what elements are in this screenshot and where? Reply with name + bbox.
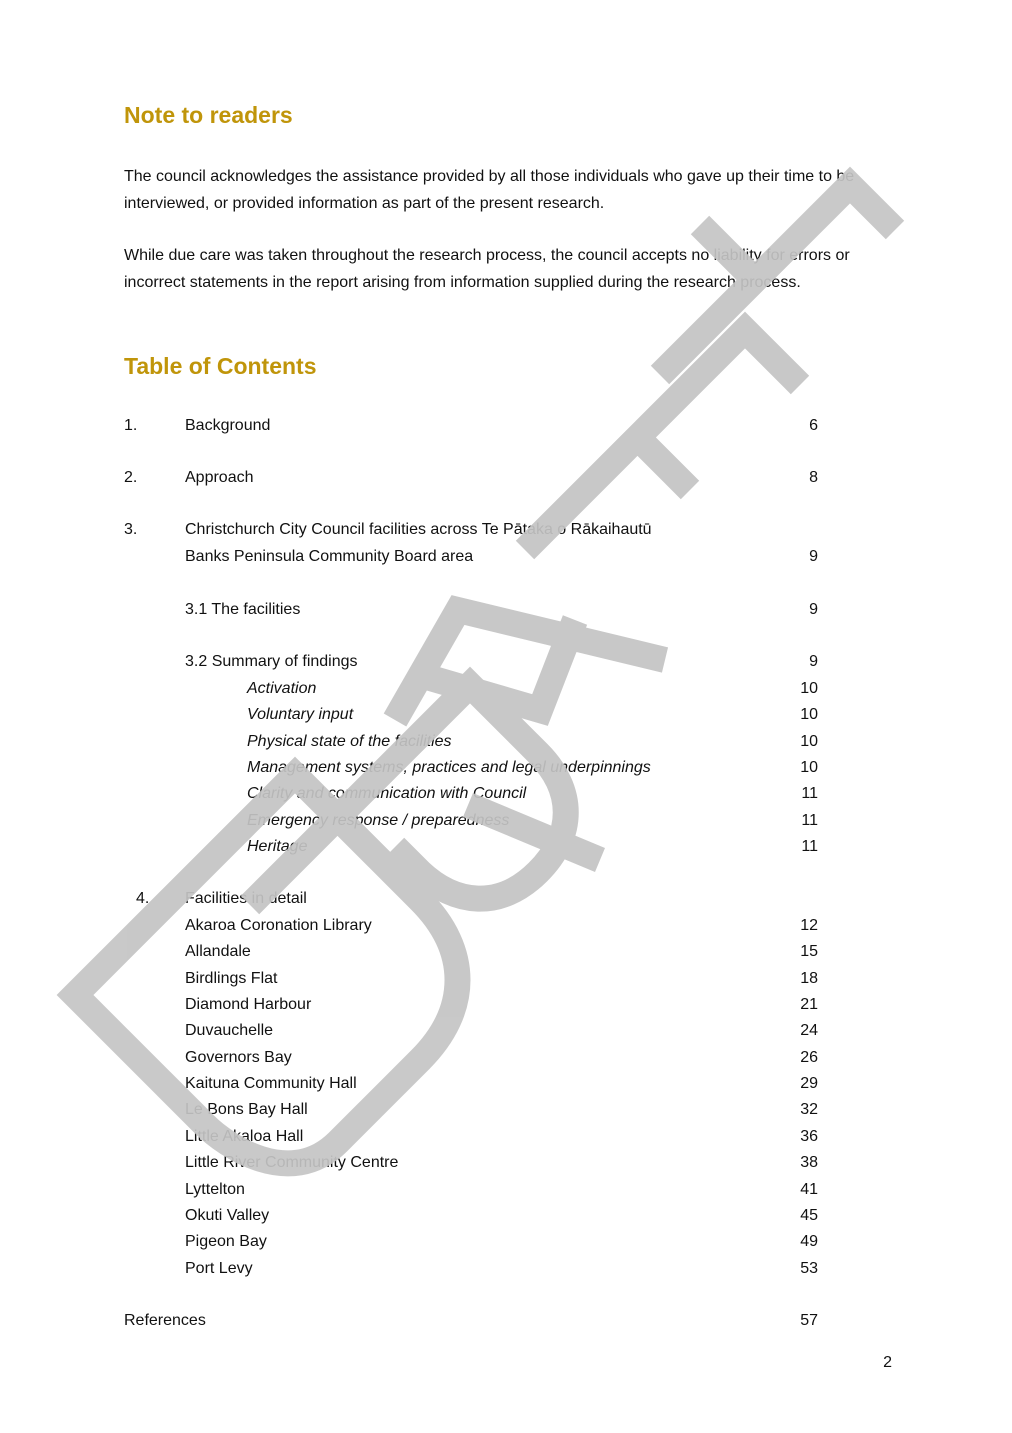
note-paragraph-2: While due care was taken throughout the research process, the council accepts no liability for errors or incorrect statements in the report arising from information supplied during the research process. <box>124 247 850 291</box>
toc-page: 11 <box>801 838 818 855</box>
toc-page: 26 <box>800 1049 818 1066</box>
toc-subentry: Activation <box>247 680 317 697</box>
toc-page: 9 <box>809 601 818 618</box>
toc-num-3: 3. <box>124 521 138 538</box>
toc-facility: Birdlings Flat <box>185 970 278 987</box>
toc-page: 6 <box>809 417 818 434</box>
toc-facility: Diamond Harbour <box>185 996 312 1013</box>
toc-page: 10 <box>800 759 818 776</box>
toc-page: 9 <box>809 653 818 670</box>
toc-subentry: Voluntary input <box>247 706 354 723</box>
toc-facility: Little River Community Centre <box>185 1154 399 1171</box>
toc-page: 24 <box>800 1022 818 1039</box>
toc-page: 10 <box>800 680 818 697</box>
toc-entry-facilities-in-detail: Facilities in detail <box>185 890 307 907</box>
toc-page: 49 <box>800 1233 818 1250</box>
toc-facility: Duvauchelle <box>185 1022 274 1039</box>
toc-facility: Lyttelton <box>185 1181 245 1198</box>
toc-facility: Little Akaloa Hall <box>185 1128 304 1145</box>
toc-entry-references: References <box>124 1312 206 1329</box>
toc-page: 32 <box>800 1101 818 1118</box>
toc-page: 15 <box>800 943 818 960</box>
note-heading: Note to readers <box>124 102 293 128</box>
note-paragraph-1: The council acknowledges the assistance provided by all those individuals who gave up their time to be interviewed, or provided information as part of the present research. <box>124 168 855 212</box>
toc-subentry: Emergency response / preparedness <box>247 812 510 829</box>
toc-page: 8 <box>809 469 818 486</box>
toc-page: 11 <box>801 785 818 802</box>
toc-page: 21 <box>800 996 818 1013</box>
toc-entry-background: Background <box>185 417 271 434</box>
page-number: 2 <box>883 1354 892 1371</box>
toc-entry-the-facilities: 3.1 The facilities <box>185 601 301 618</box>
toc-entry-council-facilities: Christchurch City Council facilities across Te Pātaka o Rākaihautū <box>185 521 652 538</box>
toc-page: 11 <box>801 812 818 829</box>
watermark-letter-a <box>395 610 665 720</box>
toc-facility: Governors Bay <box>185 1049 292 1066</box>
toc-entry-council-facilities-cont: Banks Peninsula Community Board area <box>185 548 474 565</box>
toc-facility: Le Bons Bay Hall <box>185 1101 308 1118</box>
toc-subentry: Clarity and communication with Council <box>247 785 527 802</box>
toc-facility: Port Levy <box>185 1260 253 1277</box>
toc-page: 45 <box>800 1207 818 1224</box>
toc-page: 41 <box>800 1181 818 1198</box>
toc-num-2: 2. <box>124 469 138 486</box>
toc-facility: Pigeon Bay <box>185 1233 267 1250</box>
toc-page: 18 <box>800 970 818 987</box>
toc-page: 29 <box>800 1075 818 1092</box>
toc-page: 38 <box>800 1154 818 1171</box>
toc-subentry: Management systems, practices and legal underpinnings <box>247 759 651 776</box>
toc-subentry: Heritage <box>247 838 308 855</box>
toc-facility: Allandale <box>185 943 251 960</box>
toc-page: 12 <box>800 917 818 934</box>
toc-page: 9 <box>809 548 818 565</box>
toc-entry-summary-of-findings: 3.2 Summary of findings <box>185 653 358 670</box>
toc-facility: Akaroa Coronation Library <box>185 917 372 934</box>
toc-page: 10 <box>800 706 818 723</box>
toc-subentry: Physical state of the facilities <box>247 733 452 750</box>
toc-num-4: 4. <box>136 890 150 907</box>
toc-facility: Okuti Valley <box>185 1207 270 1224</box>
watermark-letter-f <box>525 330 800 550</box>
toc-facility: Kaituna Community Hall <box>185 1075 357 1092</box>
toc-heading: Table of Contents <box>124 353 317 379</box>
toc-page: 10 <box>800 733 818 750</box>
toc-num-1: 1. <box>124 417 138 434</box>
toc-page: 53 <box>800 1260 818 1277</box>
toc-page: 36 <box>800 1128 818 1145</box>
toc-entry-approach: Approach <box>185 469 254 486</box>
toc-page: 57 <box>800 1312 818 1329</box>
